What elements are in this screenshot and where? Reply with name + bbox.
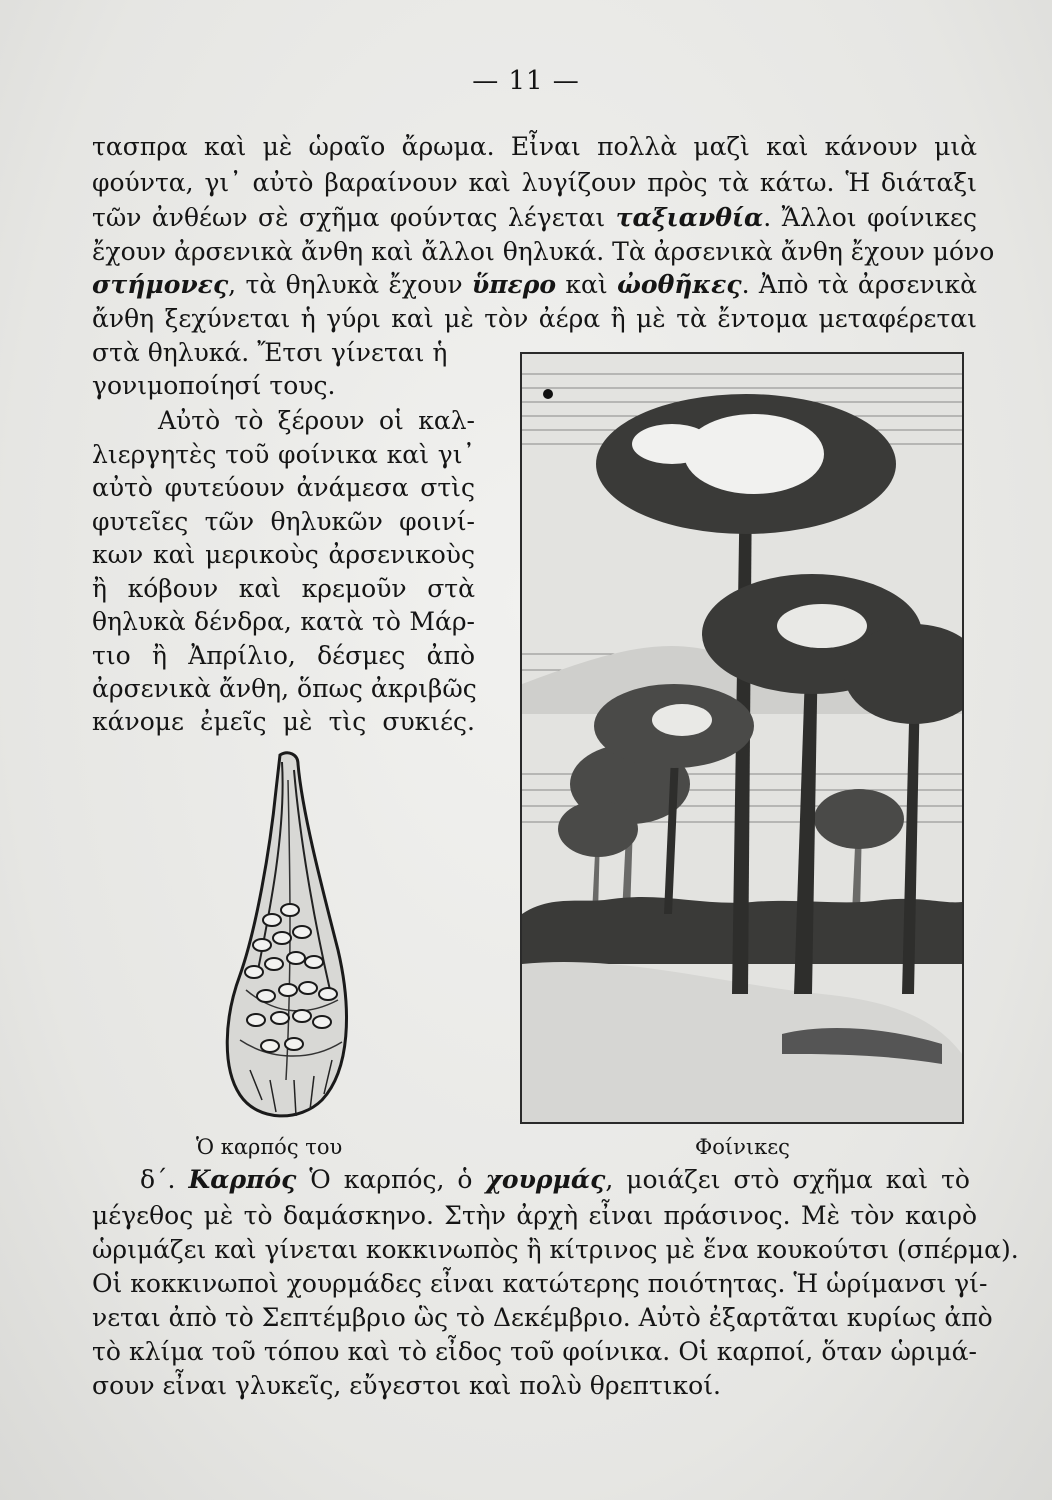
page-number: — 11 — [472,66,580,96]
text-span: , τὰ θηλυκὰ ἔχουν [228,270,472,299]
text-span: καὶ [556,270,618,299]
text-span: Ὁ καρπός, ὁ [296,1165,486,1194]
term-inflorescence: ταξιανθία [615,203,764,232]
term-date: χουρμάς [485,1165,606,1194]
text-span: τῶν ἀνθέων σὲ σχῆμα φούντας λέγεται [92,203,616,232]
text-line: ἢ κόβουν καὶ κρεμοῦν στὰ [92,574,475,603]
text-line: λιεργητὲς τοῦ φοίνικα καὶ γι᾿ [92,440,475,469]
text-line: αὐτὸ φυτεύουν ἀνάμεσα στὶς [92,473,475,502]
text-line: σουν εἶναι γλυκεῖς, εὔγεστοι καὶ πολὺ θρεπτικοί. [92,1371,721,1400]
text-line: γονιμοποίησί τους. [92,371,336,400]
term-ovaries: ὠοθῆκες [617,270,742,299]
text-line: ἀρσενικὰ ἄνθη, ὅπως ἀκριβῶς [92,674,477,703]
text-line [92,201,977,235]
text-line: θηλυκὰ δένδρα, κατὰ τὸ Μάρ- [92,607,475,636]
text-line: ὡριμάζει καὶ γίνεται κοκκινωπὸς ἢ κίτρινος μὲ ἕνα κουκούτσι (σπέρμα). [92,1235,1019,1264]
text-line: νεται ἀπὸ τὸ Σεπτέμβριο ὣς τὸ Δεκέμβριο. Αὐτὸ ἐξαρτᾶται κυρίως ἀπὸ [92,1303,993,1332]
fruit-caption: Ὁ καρπός του [196,1135,343,1159]
text-line: ἔχουν ἀρσενικὰ ἄνθη καὶ ἄλλοι θηλυκά. Τὰ ἀρσενικὰ ἄνθη ἔχουν μόνο [92,237,995,266]
section-label: δ΄. [140,1165,189,1194]
text-line [92,268,977,302]
text-line: ἄνθη ξεχύνεται ἡ γύρι καὶ μὲ τὸν ἀέρα ἢ μὲ τὰ ἔντομα μεταφέρεται [92,304,977,333]
palm-trees-illustration [520,352,964,1124]
text-line: Αὐτὸ τὸ ξέρουν οἱ καλ- [158,406,475,435]
term-pistil: ὕπερο [471,270,557,299]
text-line [140,1163,970,1197]
text-line: τιο ἢ Ἀπρίλιο, δέσμες ἀπὸ [92,641,475,670]
date-fruit-cluster-illustration [210,750,360,1130]
palms-caption: Φοίνικες [695,1135,790,1159]
text-line: τασπρα καὶ μὲ ὡραῖο ἄρωμα. Εἶναι πολλὰ μαζὶ καὶ κάνουν μιὰ [92,132,977,161]
term-stamens: στήμονες [92,270,229,299]
text-line: Οἱ κοκκινωποὶ χουρμάδες εἶναι κατώτερης ποιότητας. Ἡ ὡρίμανσι γί- [92,1269,988,1298]
text-span: , μοιάζει στὸ σχῆμα καὶ τὸ [605,1165,970,1194]
text-line: φούντα, γι᾿ αὐτὸ βαραίνουν καὶ λυγίζουν πρὸς τὰ κάτω. Ἡ διάταξι [92,168,977,197]
section-heading: Καρπός [188,1165,297,1194]
text-line: κων καὶ μερικοὺς ἀρσενικοὺς [92,540,475,569]
text-span: . Ἄλλοι φοίνικες [763,203,977,232]
text-line: μέγεθος μὲ τὸ δαμάσκηνο. Στὴν ἀρχὴ εἶναι πράσινος. Μὲ τὸν καιρὸ [92,1201,977,1230]
text-line: στὰ θηλυκά. Ἔτσι γίνεται ἡ [92,338,448,367]
text-line: τὸ κλίμα τοῦ τόπου καὶ τὸ εἶδος τοῦ φοίνικα. Οἱ καρποί, ὅταν ὡριμά- [92,1337,977,1366]
text-line: φυτεῖες τῶν θηλυκῶν φοινί- [92,507,475,536]
text-line: κάνομε ἐμεῖς μὲ τὶς συκιές. [92,707,475,736]
text-span: . Ἀπὸ τὰ ἀρσενικὰ [741,270,977,299]
